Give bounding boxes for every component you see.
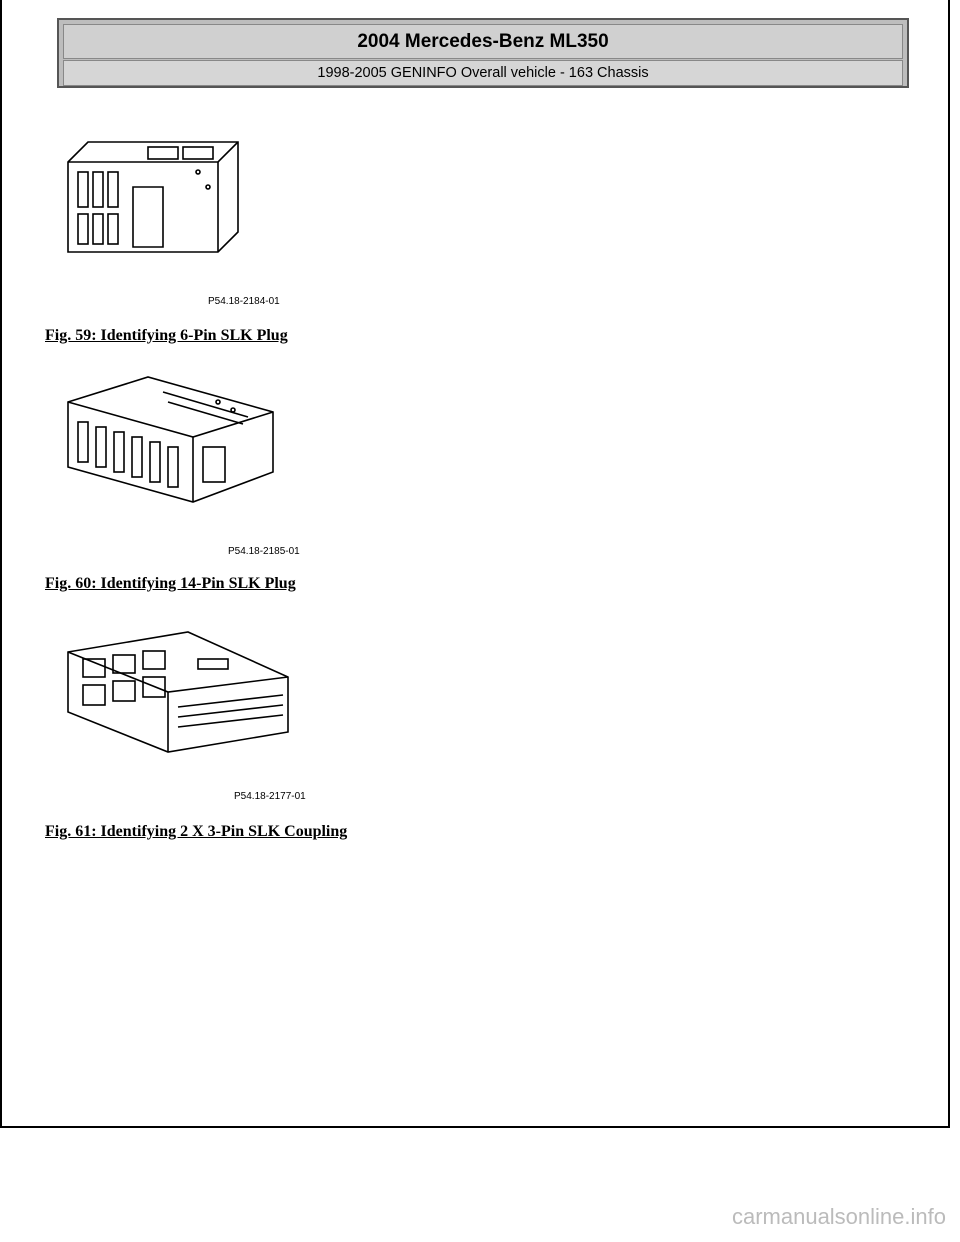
three-pin-coupling-drawing <box>58 617 358 807</box>
six-pin-plug-drawing <box>58 132 318 312</box>
figure-60-caption[interactable]: Fig. 60: Identifying 14-Pin SLK Plug <box>45 575 296 592</box>
fourteen-pin-plug-drawing <box>58 372 338 562</box>
figure-61 <box>58 617 358 807</box>
figure-60 <box>58 372 338 562</box>
document-title: 2004 Mercedes-Benz ML350 <box>63 24 903 59</box>
watermark: carmanualsonline.info <box>731 1204 946 1229</box>
page-header <box>57 18 909 88</box>
figure-59-code: P54.18-2184-01 <box>208 296 280 307</box>
figure-61-caption[interactable]: Fig. 61: Identifying 2 X 3-Pin SLK Coupling <box>45 823 348 840</box>
figure-59-caption[interactable]: Fig. 59: Identifying 6-Pin SLK Plug <box>45 327 288 344</box>
document-subtitle: 1998-2005 GENINFO Overall vehicle - 163 Chassis <box>63 60 903 86</box>
figure-60-code: P54.18-2185-01 <box>228 546 300 557</box>
figure-61-code: P54.18-2177-01 <box>234 791 306 802</box>
figure-59 <box>58 132 318 312</box>
